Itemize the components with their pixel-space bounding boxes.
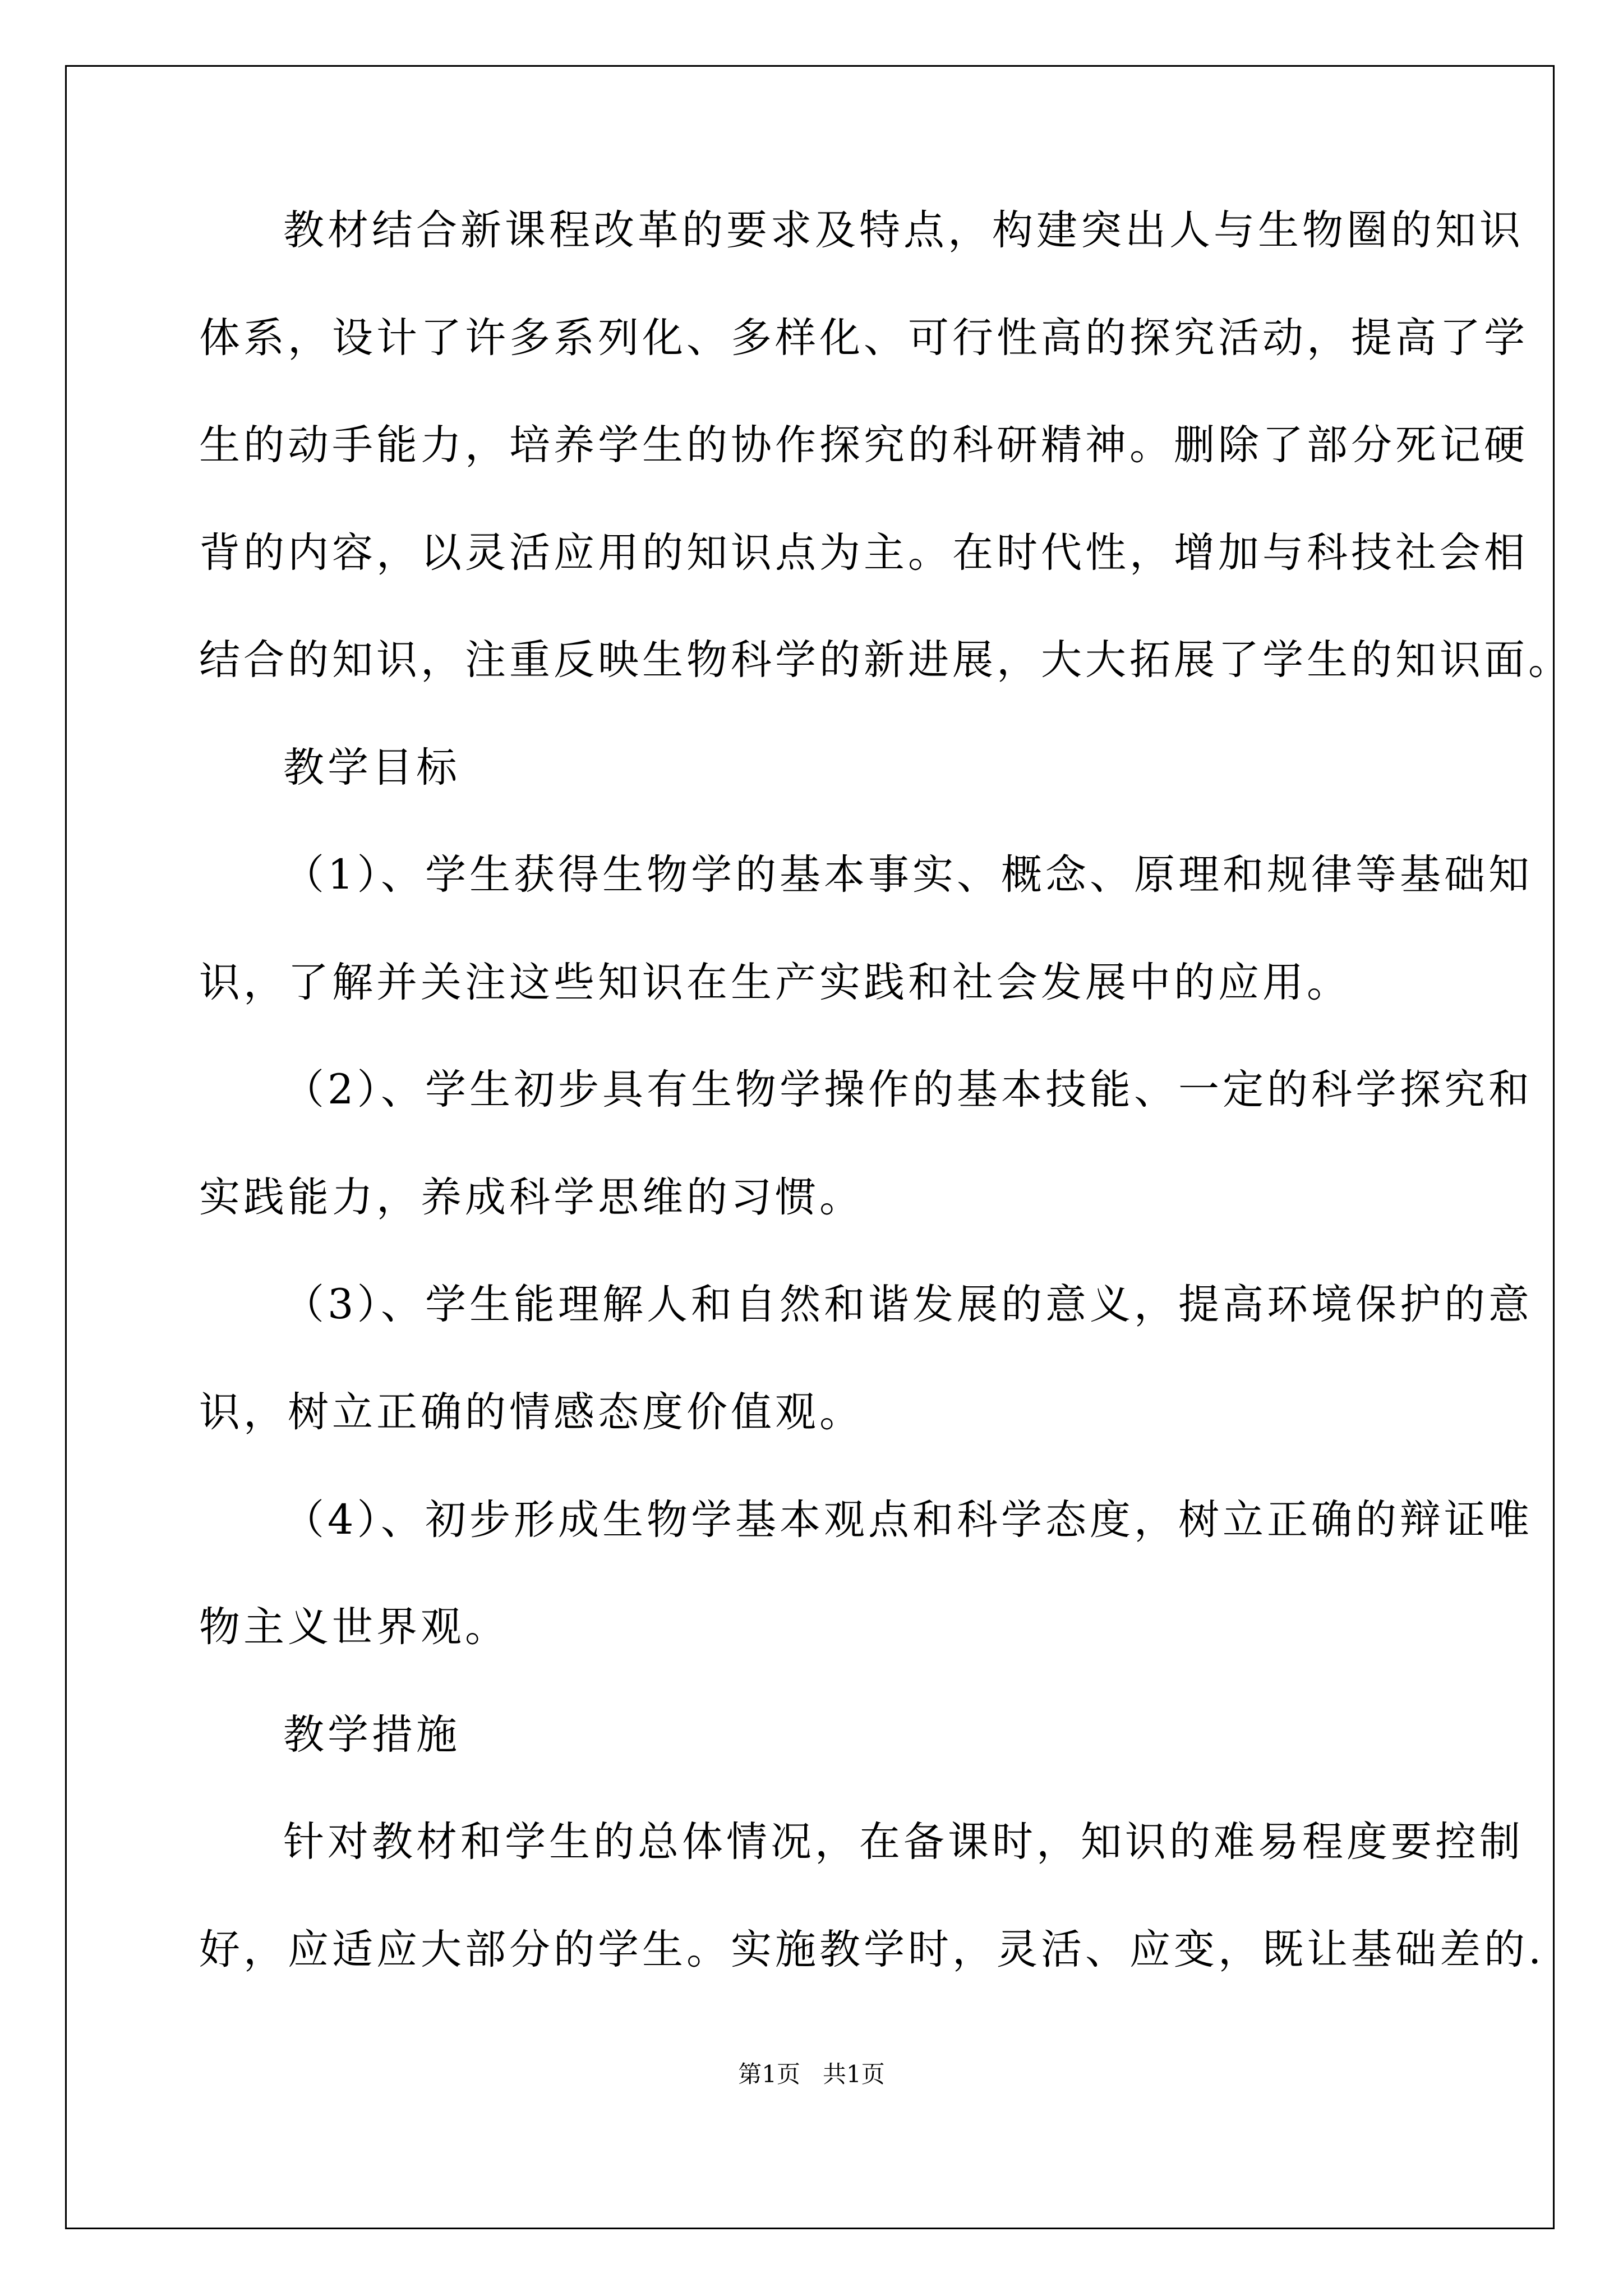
section-heading: 教学措施 (283, 1711, 460, 1759)
section-heading: 教学目标 (283, 744, 460, 792)
paragraph-line: 识，了解并关注这些知识在生产实践和社会发展中的应用。 (199, 959, 1351, 1006)
paragraph-line: 好，应适应大部分的学生。实施教学时，灵活、应变，既让基础差的. (199, 1926, 1545, 1973)
paragraph-line: （4）、初步形成生物学基本观点和科学态度，树立正确的辩证唯 (283, 1496, 1533, 1544)
paragraph-line: 体系，设计了许多系列化、多样化、可行性高的探究活动，提高了学 (199, 314, 1528, 362)
paragraph-line: 教材结合新课程改革的要求及特点，构建突出人与生物圈的知识 (283, 206, 1524, 254)
paragraph-line: 实践能力，养成科学思维的习惯。 (199, 1174, 864, 1221)
paragraph-line: 物主义世界观。 (199, 1603, 509, 1651)
page-border (65, 65, 1555, 2229)
paragraph-line: （2）、学生初步具有生物学操作的基本技能、一定的科学探究和 (283, 1066, 1533, 1114)
paragraph-line: （3）、学生能理解人和自然和谐发展的意义，提高环境保护的意 (283, 1281, 1533, 1328)
paragraph-line: 结合的知识，注重反映生物科学的新进展，大大拓展了学生的知识面。 (199, 636, 1573, 684)
paragraph-line: 生的动手能力，培养学生的协作探究的科研精神。删除了部分死记硬 (199, 421, 1528, 469)
paragraph-line: （1）、学生获得生物学的基本事实、概念、原理和规律等基础知 (283, 851, 1533, 899)
page-footer: 第1页 共1页 (738, 2060, 885, 2088)
paragraph-line: 识，树立正确的情感态度价值观。 (199, 1388, 864, 1436)
paragraph-line: 背的内容，以灵活应用的知识点为主。在时代性，增加与科技社会相 (199, 529, 1528, 577)
paragraph-line: 针对教材和学生的总体情况，在备课时，知识的难易程度要控制 (283, 1818, 1524, 1866)
